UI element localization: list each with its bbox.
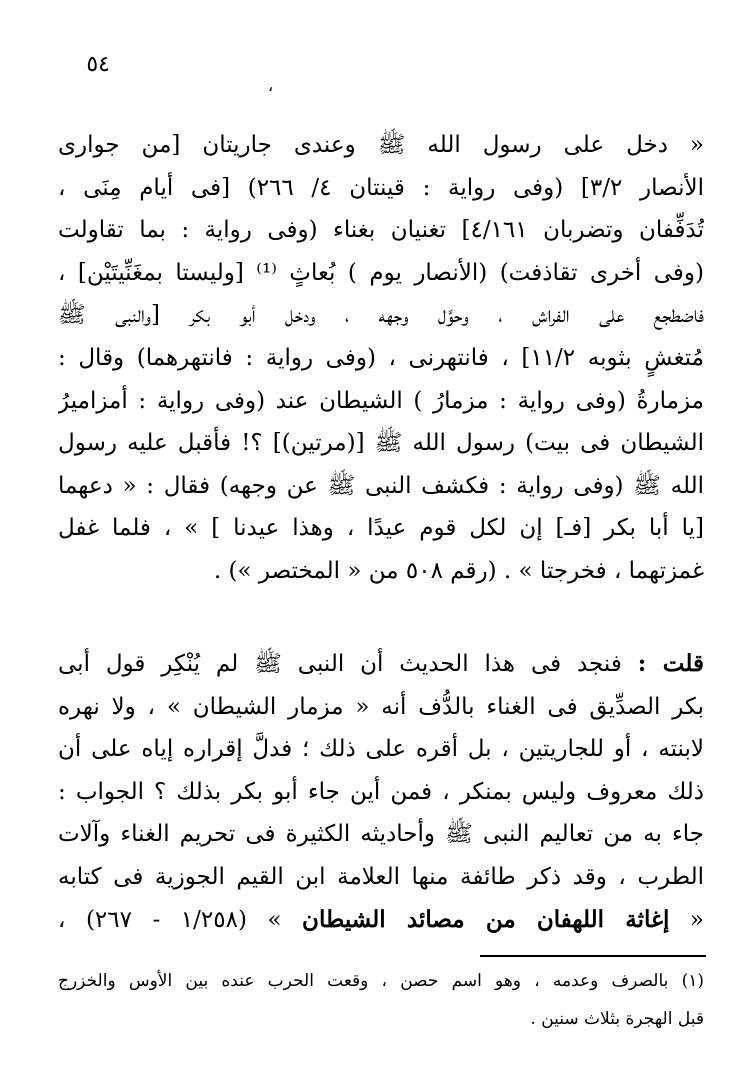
hadith-line: غمزتهما ، فخرجتا » . (رقم ٥٠٨ من « المختصر ») . [213, 557, 704, 584]
book-reference: » (١/٢٥٨ - ٢٦٧) ، [58, 906, 303, 933]
hadith-line: مزمارةُ (وفى رواية : مزمارُ ) الشيطان عند (وفى رواية : أمزاميرُ [58, 387, 704, 414]
hadith-line: الشيطان فى بيت) رسول الله ﷺ [(مرتين)] ؟! فأقبل عليه رسول [58, 430, 704, 457]
hadith-line: الأنصار ٣/٢] (وفى رواية : قينتان ٤/ ٢٦٦) [فى أيام مِنَى ، [58, 174, 704, 201]
footnote-line: (١) بالصرف وعدمه ، وهو اسم حصن ، وقعت الحرب عنده بين الأوس والخزرج [58, 971, 704, 991]
footnote-line: قبل الهجرة بثلاث سنين . [530, 1009, 704, 1029]
comment-label: قلت : [637, 650, 704, 677]
hadith-line: (وفى أخرى تقاذفت) (الأنصار يوم ) بُعاثٍ ⁽¹⁾ [وليستا بمغَنِّيتَيْن] ، [58, 259, 704, 286]
hadith-line: تُدَفِّفان وتضربان ٤/١٦١] تغنيان بغناء (وفى رواية : بما تقاولت [58, 217, 704, 244]
commentary-line: جاء به من تعاليم النبى ﷺ وأحاديثه الكثيرة فى تحريم الغناء وآلات [58, 821, 704, 848]
comment-first-line-text: فنجد فى هذا الحديث أن النبى ﷺ لم يُنْكِر قول أبى [58, 651, 638, 677]
footnote-divider [480, 955, 706, 957]
commentary-line: لابنته ، أو للجاريتين ، بل أقره على ذلك ؛ فدلَّ إقراره إياه على أن [58, 736, 704, 763]
commentary-line: بكر الصدِّيق فى الغناء بالدُّف أنه « مزمار الشيطان » ، ولا نهره [58, 693, 704, 720]
commentary-line: الطرب ، وقد ذكر طائفة منها العلامة ابن القيم الجوزية فى كتابه [58, 863, 704, 890]
commentary-line [58, 899, 704, 942]
hadith-line: « دخل على رسول الله ﷺ وعندى جاريتان [من جوارى [58, 132, 704, 158]
hadith-text [58, 124, 704, 593]
page-number: ٥٤ [86, 52, 110, 77]
footnote [58, 962, 704, 1038]
hadith-line: مُتغشٍ بثوبه ١١/٢] ، فانتهرنى ، (وفى رواية : فانتهرهما) وقال : [58, 344, 704, 371]
commentary-text [58, 643, 704, 941]
hadith-line: فاضطجع على الفراش ، وحوَّل وجهه ، ودخل أبو بكر [والنبى ﷺ [58, 302, 704, 329]
book-title: إغاثة اللهفان من مصائد الشيطان [302, 905, 670, 933]
commentary-line [58, 643, 704, 686]
tick-mark: ، [268, 76, 274, 95]
quote-open: « [669, 906, 704, 933]
hadith-line: [يا أبا بكر [فـ] إن لكل قوم عيدًا ، وهذا عيدنا ] » ، فلما غفل [58, 515, 704, 542]
commentary-line: ذلك معروف وليس بمنكر ، فمن أين جاء أبو بكر بذلك ؟ الجواب : [58, 778, 704, 805]
hadith-line: الله ﷺ (وفى رواية : فكشف النبى ﷺ عن وجهه) فقال : « دعهما [58, 472, 704, 499]
